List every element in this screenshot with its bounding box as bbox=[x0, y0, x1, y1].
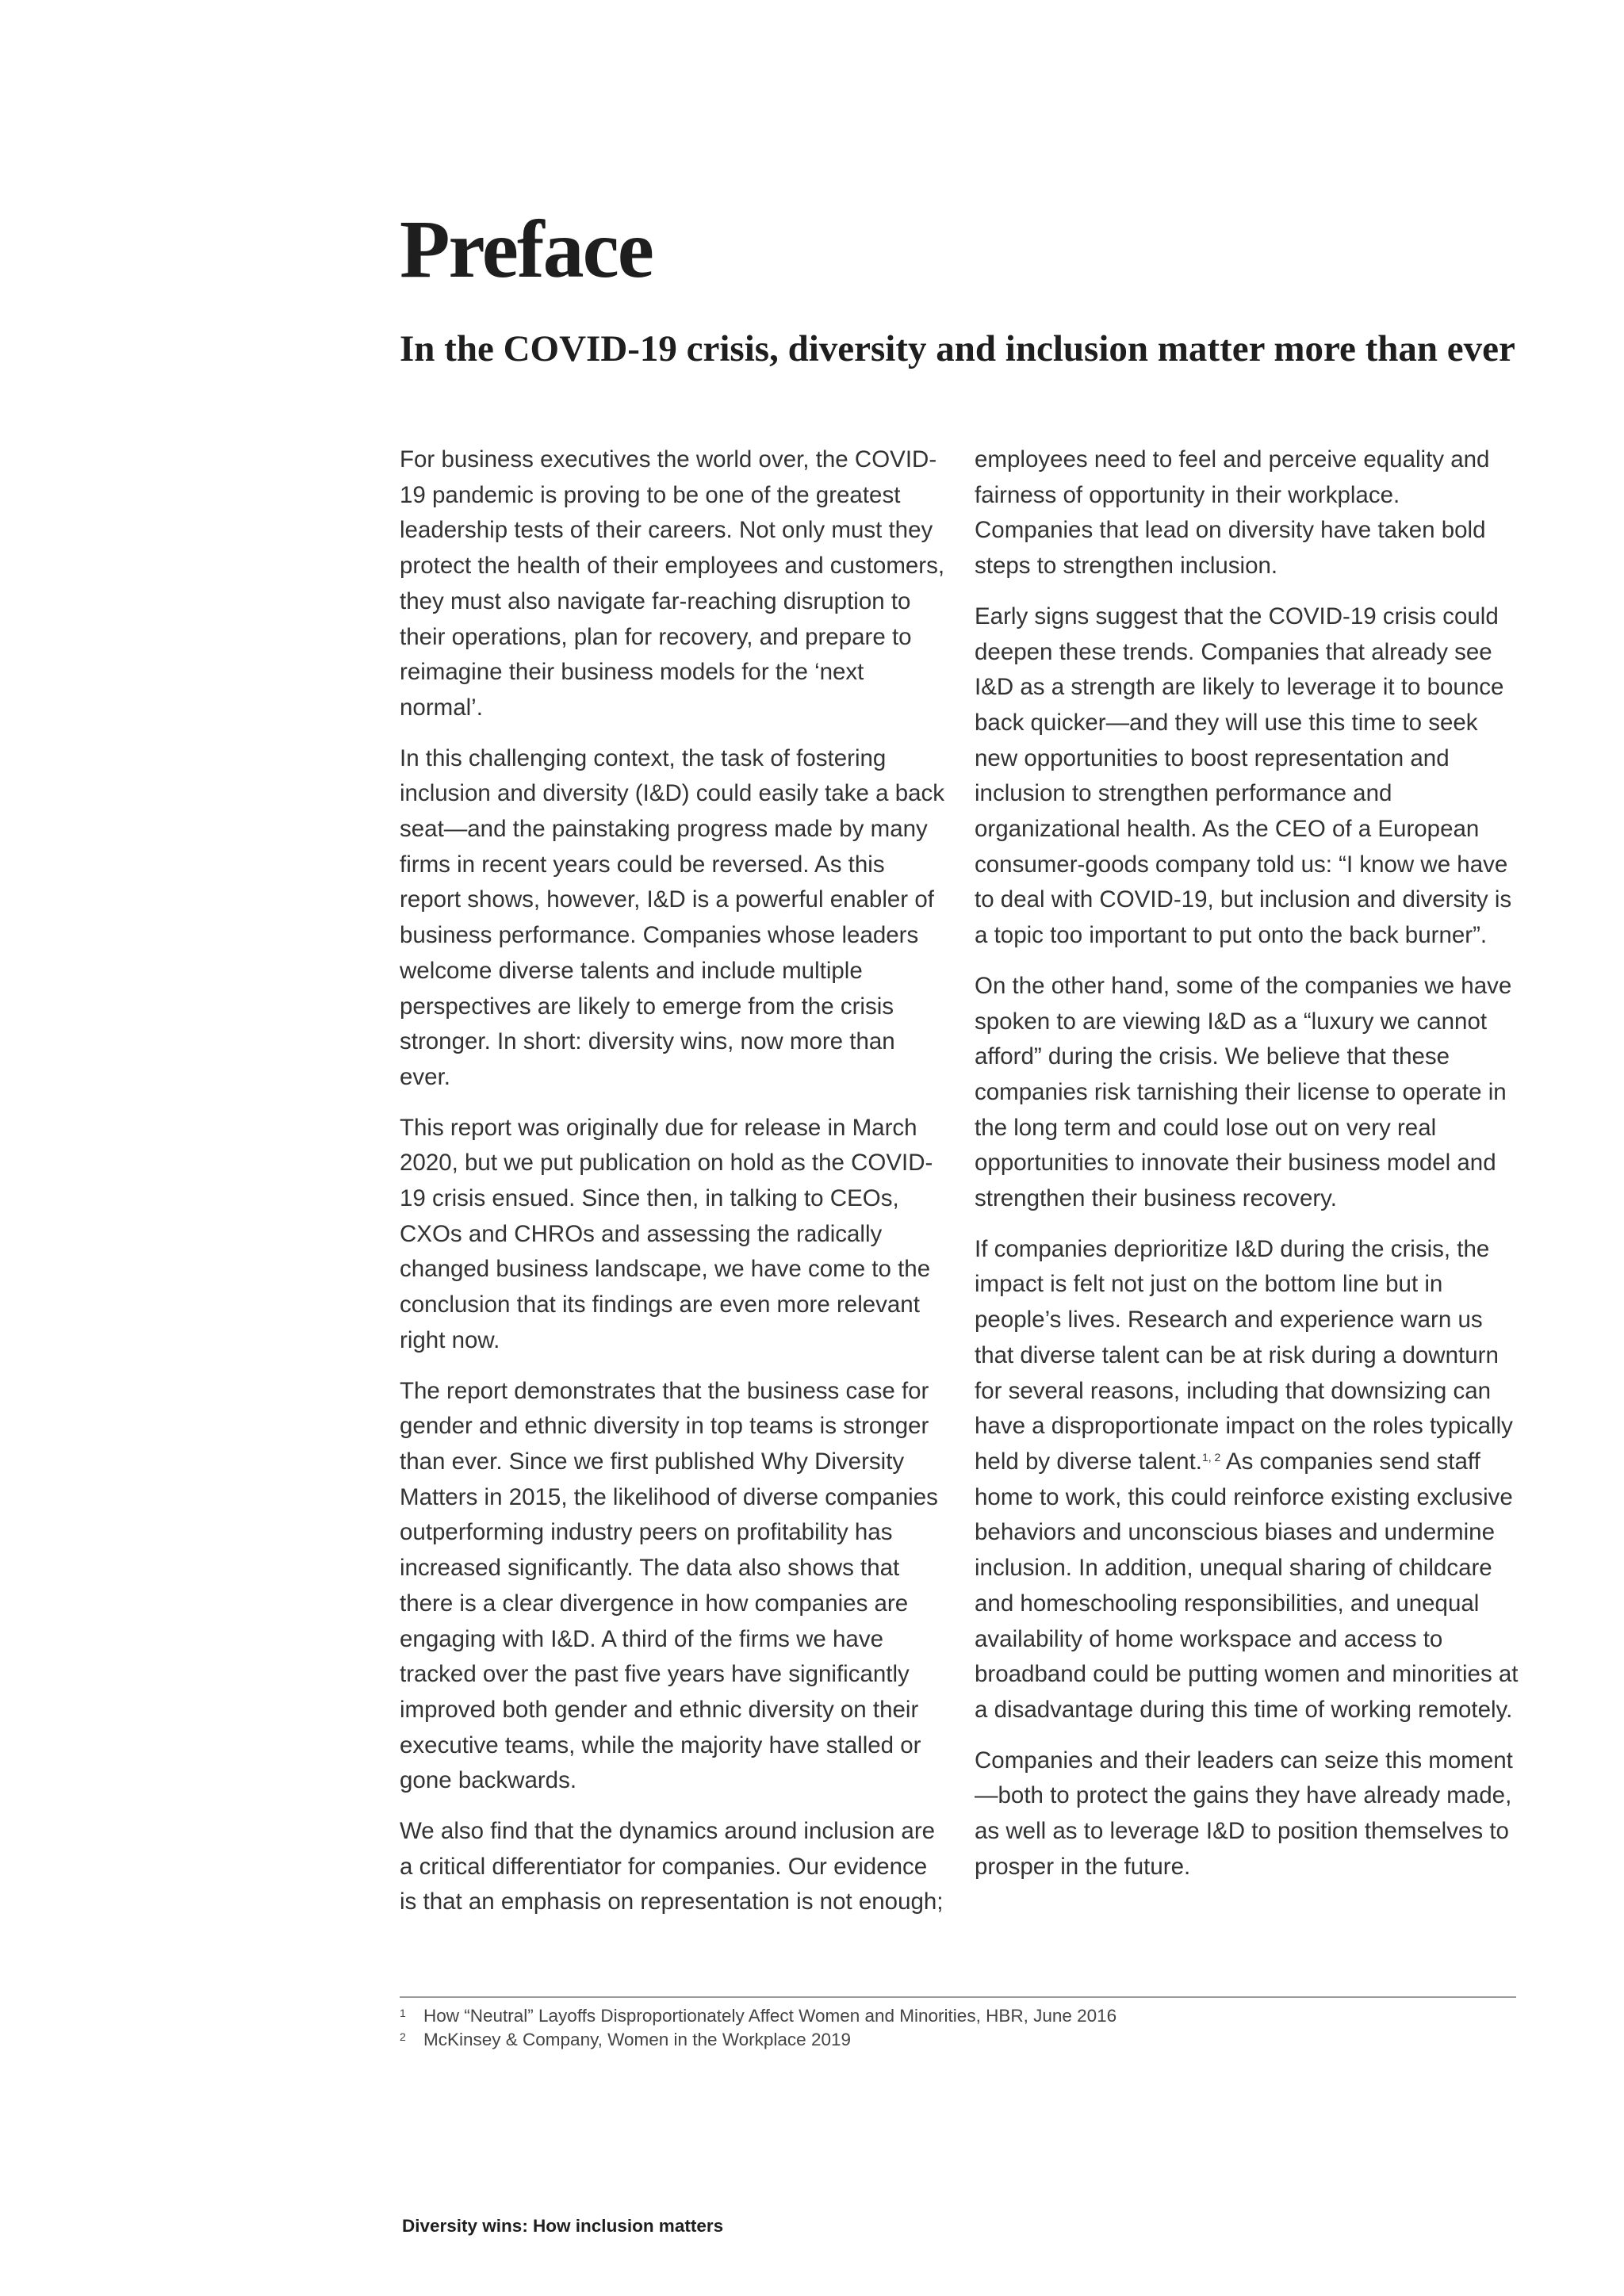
body-paragraph: This report was originally due for release in March 2020, but we put publication on hold as the COVID-19 crisis ensued. Since then, in talking to CEOs, CXOs and CHROs and assessing the radically changed business landscape, we have come to the conclusion that its findings are even more relevant right now. bbox=[400, 1114, 933, 1353]
body-paragraph: We also find that the dynamics around inclusion are a critical differentiator for companies. Our evidence is that an emphasis on representation is not enough; bbox=[400, 1818, 944, 1915]
footnote bbox=[400, 2004, 1516, 2028]
body-paragraph: On the other hand, some of the companies we have spoken to are viewing I&D as a “luxury we cannot afford” during the crisis. We believe that these companies risk tarnishing their license to operate in the long term and could lose out on very real opportunities to innovate their business model and strengthen their business recovery. bbox=[975, 972, 1512, 1212]
left-column bbox=[400, 442, 947, 1935]
footnote-divider bbox=[400, 1996, 1516, 1998]
body-paragraph: The report demonstrates that the business case for gender and ethnic diversity in top teams is stronger than ever. Since we first published Why Diversity Matters in 2015, the likelihood of diverse companies outperforming industry peers on profitability has increased significantly. The data also shows that there is a clear divergence in how companies are engaging with I&D. A third of the firms we have tracked over the past five years have significantly improved both gender and ethnic diversity on their executive teams, while the majority have stalled or gone backwards. bbox=[400, 1377, 938, 1794]
page-subtitle: In the COVID-19 crisis, diversity and inclusion matter more than ever bbox=[400, 328, 1515, 369]
paragraph-text: As companies send staff home to work, this could reinforce existing exclusive behaviors and unconscious biases and undermine inclusion. In addition, unequal sharing of childcare and homeschooling responsibilities, and unequal availability of home workspace and access to broadband could be putting women and minorities at a disadvantage during this time of working remotely. bbox=[975, 1448, 1519, 1723]
footnote-reference: 1, 2 bbox=[1201, 1450, 1221, 1464]
footnotes bbox=[400, 2004, 1516, 2052]
footnote-number: 1 bbox=[400, 2007, 406, 2019]
body-paragraph: Early signs suggest that the COVID-19 crisis could deepen these trends. Companies that already see I&D as a strength are likely to leverage it to bounce back quicker—and they will use this time to seek new opportunities to boost representation and inclusion to strengthen performance and organizational health. As the CEO of a European consumer-goods company told us: “I know we have to deal with COVID-19, but inclusion and diversity is a topic too important to put onto the back burner”. bbox=[975, 603, 1512, 949]
body-paragraph-with-reference bbox=[975, 1232, 1522, 1728]
page-title: Preface bbox=[400, 204, 653, 295]
footnote-number: 2 bbox=[400, 2030, 406, 2043]
body-paragraph: In this challenging context, the task of fostering inclusion and diversity (I&D) could easily take a back seat—and the painstaking progress made by many firms in recent years could be reversed. As this report shows, however, I&D is a powerful enabler of business performance. Companies whose leaders welcome diverse talents and include multiple perspectives are likely to emerge from the crisis stronger. In short: diversity wins, now more than ever. bbox=[400, 744, 945, 1090]
footnote-text: McKinsey & Company, Women in the Workplace 2019 bbox=[423, 2030, 852, 2049]
page-footer: Diversity wins: How inclusion matters bbox=[402, 2216, 724, 2236]
body-paragraph: For business executives the world over, the COVID-19 pandemic is proving to be one of the greatest leadership tests of their careers. Not only must they protect the health of their employees and customers, they must also navigate far-reaching disruption to their operations, plan for recovery, and prepare to reimagine their business models for the ‘next normal’. bbox=[400, 446, 945, 721]
body-paragraph: employees need to feel and perceive equality and fairness of opportunity in their workplace. Companies that lead on diversity have taken bold steps to strengthen inclusion. bbox=[975, 446, 1490, 580]
right-column bbox=[975, 442, 1522, 1900]
paragraph-text: If companies deprioritize I&D during the crisis, the impact is felt not just on the bottom line but in people’s lives. Research and experience warn us that diverse talent can be at risk during a downturn for several reasons, including that downsizing can have a disproportionate impact on the roles typically held by diverse talent. bbox=[975, 1235, 1513, 1475]
body-paragraph: Companies and their leaders can seize this moment—both to protect the gains they have already made, as well as to leverage I&D to position themselves to prosper in the future. bbox=[975, 1747, 1513, 1880]
footnote bbox=[400, 2028, 1516, 2052]
footnote-text: How “Neutral” Layoffs Disproportionately Affect Women and Minorities, HBR, June 2016 bbox=[423, 2006, 1117, 2026]
